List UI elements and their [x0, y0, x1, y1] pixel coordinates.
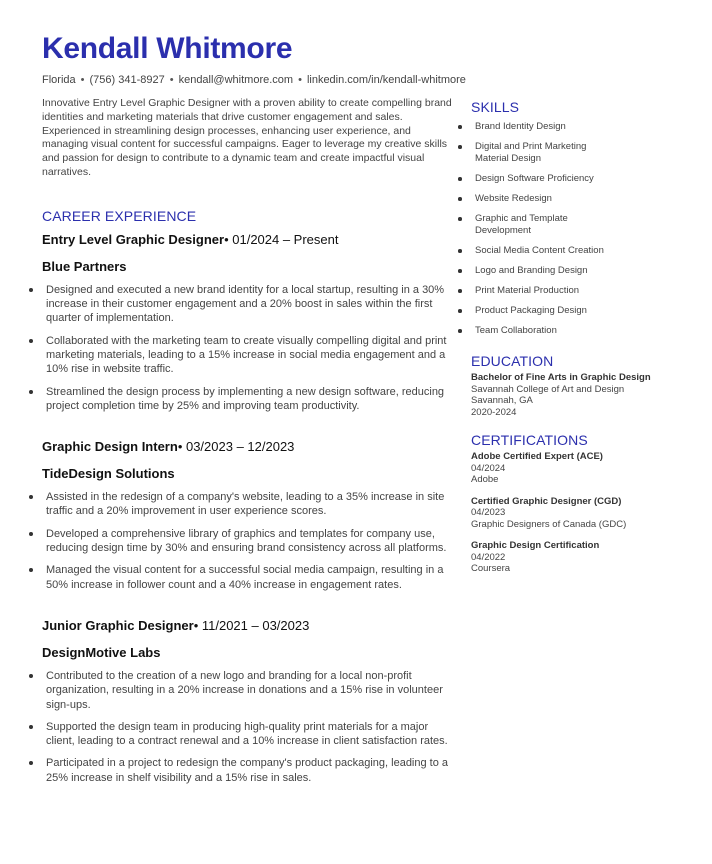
job-dates: • 03/2023 – 12/2023 [177, 439, 295, 455]
candidate-name: Kendall Whitmore [42, 32, 293, 65]
contact-line [42, 74, 466, 86]
job-role: Entry Level Graphic Designer [42, 231, 225, 247]
certification-date: 04/2022 [471, 551, 506, 563]
job-bullets [42, 669, 452, 785]
contact-separator: • [80, 74, 85, 86]
contact-location: Florida [42, 74, 76, 86]
job-dates: • 11/2021 – 03/2023 [193, 617, 310, 633]
job-role: Junior Graphic Designer [42, 617, 194, 633]
skill-item: Product Packaging Design [471, 305, 615, 317]
job-bullet: Managed the visual content for a successful social media campaign, resulting in a 50% increase in follower count and a 40% increase in engagement rates. [42, 563, 452, 592]
skill-item: Print Material Production [471, 285, 615, 297]
experience-section-title: CAREER EXPERIENCE [42, 207, 197, 224]
job-title-line [42, 439, 452, 454]
skills-list [471, 121, 671, 337]
job-bullet: Developed a comprehensive library of graphics and templates for company use, reducing design time by 30% and ensuring brand consistency across all platforms. [42, 527, 452, 556]
skill-item: Graphic and Template Development [471, 213, 615, 237]
certifications-section-title: CERTIFICATIONS [471, 432, 588, 448]
education-school: Savannah College of Art and Design [471, 383, 625, 395]
job-company: Blue Partners [42, 258, 127, 274]
job-title-line [42, 618, 452, 633]
job-company: DesignMotive Labs [42, 644, 161, 660]
job-dates: • 01/2024 – Present [224, 231, 339, 247]
certification-date: 04/2024 [471, 462, 506, 474]
job-bullet: Assisted in the redesign of a company's website, leading to a 35% increase in site traffic and a 20% improvement in user experience scores. [42, 490, 452, 519]
contact-email: kendall@whitmore.com [178, 74, 294, 86]
skill-item: Digital and Print Marketing Material Design [471, 141, 615, 165]
job-title-line [42, 232, 452, 247]
skill-item: Brand Identity Design [471, 121, 615, 133]
certification-issuer: Graphic Designers of Canada (GDC) [471, 518, 627, 530]
job-bullet: Participated in a project to redesign the company's product packaging, leading to a 25% increase in shelf visibility and a 15% rise in sales. [42, 756, 452, 785]
job-bullet: Collaborated with the marketing team to create visually compelling digital and print marketing materials, leading to a 15% increase in social media engagement and a 10% rise in website traffic. [42, 334, 452, 377]
contact-separator: • [169, 74, 174, 86]
contact-linkedin: linkedin.com/in/kendall-whitmore [306, 74, 466, 86]
job-bullets [42, 490, 452, 592]
contact-separator: • [298, 74, 302, 86]
education-entry [471, 372, 671, 418]
certification-entry [471, 451, 671, 486]
job-role: Graphic Design Intern [42, 439, 178, 455]
contact-phone: (756) 341-8927 [89, 74, 165, 86]
skill-item: Website Redesign [471, 193, 615, 205]
summary-paragraph: Innovative Entry Level Graphic Designer with a proven ability to create compelling brand identities and marketing materials that drive customer engagement and sales. Experienced in streamlining design processes, enhancing user experience, and managing visual content for successful campaigns. Eager to leverage my creative skills and passion for design to contribute to a dynamic team and create impactful visual narratives. [42, 97, 452, 178]
skill-item: Team Collaboration [471, 325, 615, 337]
skill-item: Social Media Content Creation [471, 245, 615, 257]
job-bullet: Contributed to the creation of a new logo and branding for a local non-profit organization, resulting in a 20% increase in donations and a 15% rise in volunteer sign-ups. [42, 669, 452, 712]
job-bullet: Designed and executed a new brand identity for a local startup, resulting in a 30% increase in their customer engagement and a 20% boost in sales within the first quarter of implementation. [42, 283, 452, 326]
education-section-title: EDUCATION [471, 353, 554, 369]
certification-date: 04/2023 [471, 507, 506, 518]
job-entry [42, 232, 452, 413]
job-entry [42, 439, 452, 592]
education-dates: 2020-2024 [471, 406, 517, 418]
certification-issuer: Adobe [471, 474, 499, 485]
job-bullets [42, 283, 452, 413]
certification-issuer: Coursera [471, 563, 511, 574]
certification-name: Graphic Design Certification [471, 540, 600, 551]
certification-entry [471, 496, 671, 531]
certification-entry [471, 540, 671, 575]
education-location: Savannah, GA [471, 395, 533, 406]
education-degree: Bachelor of Fine Arts in Graphic Design [471, 372, 651, 383]
sidebar-column [471, 99, 671, 585]
job-company: TideDesign Solutions [42, 466, 175, 482]
certification-name: Adobe Certified Expert (ACE) [471, 451, 603, 462]
skills-section-title: SKILLS [471, 99, 520, 115]
job-entry [42, 618, 452, 785]
job-bullet: Supported the design team in producing high-quality print materials for a major client, leading to a contract renewal and a 10% increase in client satisfaction rates. [42, 720, 452, 749]
skill-item: Logo and Branding Design [471, 265, 615, 277]
skill-item: Design Software Proficiency [471, 173, 615, 185]
main-column [42, 97, 452, 793]
certification-name: Certified Graphic Designer (CGD) [471, 495, 622, 507]
job-bullet: Streamlined the design process by implementing a new design software, reducing project completion time by 25% and improving team productivity. [42, 385, 452, 414]
